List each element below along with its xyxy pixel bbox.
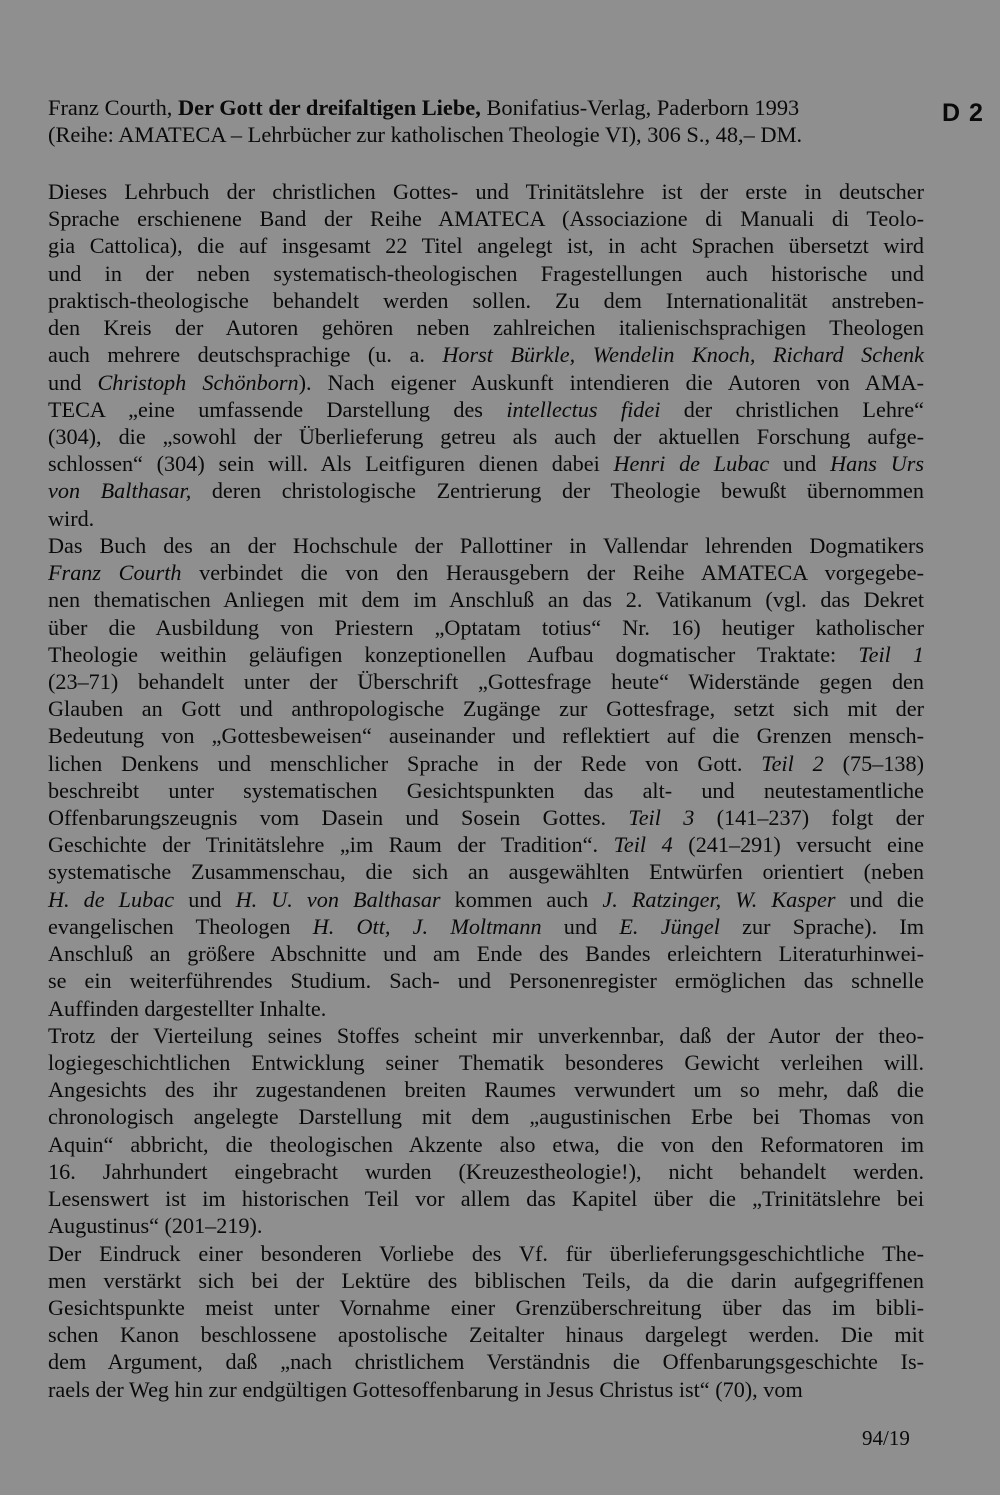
- text-line: Das Buch des an der Hochschule der Pallottiner in Vallendar lehrenden Dogmatikers: [48, 532, 924, 558]
- publisher-info: Bonifatius-Verlag, Paderborn 1993: [486, 95, 800, 120]
- text-line: schlossen“ (304) sein will. Als Leitfiguren dienen dabei Henri de Lubac und Hans Urs: [48, 451, 925, 477]
- text-line: Theologie weithin geläufigen konzeptionellen Aufbau dogmatischer Traktate: Teil 1: [48, 641, 924, 667]
- text-line: wird.: [48, 505, 95, 531]
- text-line: evangelischen Theologen H. Ott, J. Moltmann und E. Jüngel zur Sprache). Im: [48, 913, 925, 939]
- text-line: Anschluß an größere Abschnitte und am Ende des Bandes erleichtern Literaturhinwei-: [48, 941, 924, 967]
- italic-name: Christoph Schönborn: [97, 369, 299, 395]
- italic-name: von Balthasar,: [48, 478, 192, 504]
- text-line: men verstärkt sich bei der Lektüre des biblischen Teils, da die darin aufgegriffenen: [48, 1267, 924, 1293]
- italic-name: J. Ratzinger, W. Kasper: [602, 886, 836, 912]
- text-line: nen thematischen Anliegen mit dem im Anschluß an das 2. Vatikanum (vgl. das Dekret: [48, 587, 924, 613]
- text-line: auch mehrere deutschsprachige (u. a. Horst Bürkle, Wendelin Knoch, Richard Schenk: [48, 342, 924, 368]
- text-line: Geschichte der Trinitätslehre „im Raum der Tradition“. Teil 4 (241–291) versucht eine: [48, 832, 924, 858]
- text-line: Augustinus“ (201–219).: [48, 1213, 263, 1239]
- text-line: (23–71) behandelt unter der Überschrift „Gottesfrage heute“ Widerstände gegen den: [48, 668, 924, 694]
- text-line: (304), die „sowohl der Überlieferung getreu als auch der aktuellen Forschung aufge-: [48, 423, 924, 449]
- text-line: und in der neben systematisch-theologischen Fragestellungen auch historische und: [48, 260, 924, 286]
- text-line: Angesichts des ihr zugestandenen breiten Raumes verwundert um so mehr, daß die: [48, 1077, 924, 1103]
- text-line: und Christoph Schönborn). Nach eigener Auskunft intendieren die Autoren von AMA-: [48, 369, 924, 395]
- text-line: Offenbarungszeugnis vom Dasein und Sosein Gottes. Teil 3 (141–237) folgt der: [48, 805, 924, 831]
- author-name: Franz Courth,: [48, 95, 173, 120]
- italic-name: Teil 4: [613, 832, 673, 858]
- text-line: Dieses Lehrbuch der christlichen Gottes- und Trinitätslehre ist der erste in deutscher: [48, 179, 924, 204]
- italic-name: E. Jüngel: [619, 913, 720, 939]
- italic-name: Teil 1: [858, 641, 924, 667]
- text-line: schen Kanon beschlossene apostolische Zeitalter hinaus dargelegt werden. Die mit: [48, 1322, 924, 1348]
- text-line: von Balthasar, deren christologische Zentrierung der Theologie bewußt übernommen: [48, 478, 924, 504]
- text-line: 16. Jahrhundert eingebracht wurden (Kreuzestheologie!), nicht behandelt werden.: [48, 1158, 924, 1184]
- text-line: Trotz der Vierteilung seines Stoffes scheint mir unverkennbar, daß der Autor der theo-: [48, 1022, 924, 1048]
- page-number: 94/19: [862, 1426, 910, 1450]
- review-body: [48, 178, 924, 1403]
- italic-name: H. Ott, J. Moltmann: [312, 913, 542, 939]
- italic-name: Franz Courth: [48, 560, 182, 586]
- text-line: beschreibt unter systematischen Gesichtspunkten das alt- und neutestamentliche: [48, 777, 924, 803]
- text-line: logiegeschichtlichen Entwicklung seiner Thematik besonderes Gewicht verleihen will.: [48, 1050, 924, 1075]
- text-line: Gesichtspunkte meist unter Vornahme einer Grenzüberschreitung über das im bibli-: [48, 1294, 924, 1320]
- italic-name: H. U. von Balthasar: [235, 886, 441, 912]
- text-line: chronologisch angelegte Darstellung mit dem „augustinischen Erbe bei Thomas von: [48, 1104, 924, 1130]
- text-line: dem Argument, daß „nach christlichem Verständnis die Offenbarungsgeschichte Is-: [48, 1349, 924, 1375]
- italic-name: H. de Lubac: [48, 886, 175, 912]
- text-line: lichen Denkens und menschlicher Sprache in der Rede von Gott. Teil 2 (75–138): [48, 750, 924, 776]
- bibliographic-header: [48, 94, 928, 148]
- text-line: Franz Courth verbindet die von den Herausgebern der Reihe AMATECA vorgegebe-: [48, 560, 924, 586]
- text-line: Lesenswert ist im historischen Teil vor allem das Kapitel über die „Trinitätslehre bei: [48, 1186, 924, 1212]
- series-info: (Reihe: AMATECA – Lehrbücher zur katholischen Theologie VI), 306 S., 48,– DM.: [48, 122, 803, 147]
- text-line: Glauben an Gott und anthropologische Zugänge zur Gottesfrage, setzt sich mit der: [48, 696, 924, 722]
- section-code: D 2: [942, 99, 984, 127]
- text-line: systematische Zusammenschau, die sich an ausgewählten Entwürfen orientiert (neben: [48, 859, 924, 885]
- text-line: Sprache erschienene Band der Reihe AMATECA (Associazione di Manuali di Teolo-: [48, 206, 924, 232]
- text-line: raels der Weg hin zur endgültigen Gottesoffenbarung in Jesus Christus ist“ (70), vom: [48, 1376, 803, 1402]
- italic-name: Teil 3: [628, 805, 695, 831]
- text-line: Aquin“ abbricht, die theologischen Akzente also etwa, die von den Reformatoren im: [48, 1131, 924, 1157]
- text-line: H. de Lubac und H. U. von Balthasar kommen auch J. Ratzinger, W. Kasper und die: [48, 886, 925, 912]
- text-line: über die Ausbildung von Priestern „Optatam totius“ Nr. 16) heutiger katholischer: [48, 614, 924, 640]
- text-line: praktisch-theologische behandelt werden sollen. Zu dem Internationalität anstreben-: [48, 287, 924, 313]
- text-line: Auffinden dargestellter Inhalte.: [48, 995, 327, 1021]
- book-title: Der Gott der dreifaltigen Liebe,: [177, 95, 481, 120]
- italic-name: Teil 2: [761, 750, 824, 776]
- italic-name: Henri de Lubac: [613, 451, 770, 477]
- italic-name: Hans Urs: [830, 451, 925, 477]
- text-line: den Kreis der Autoren gehören neben zahlreichen italienischsprachigen Theologen: [48, 315, 924, 341]
- header-line-1: [48, 94, 928, 121]
- text-line: Bedeutung von „Gottesbeweisen“ auseinander und reflektiert auf die Grenzen mensch-: [48, 723, 924, 749]
- italic-name: Horst Bürkle, Wendelin Knoch, Richard Schenk: [442, 342, 924, 368]
- text-line: gia Cattolica), die auf insgesamt 22 Titel angelegt ist, in acht Sprachen übersetzt wird: [48, 233, 924, 259]
- text-line: se ein weiterführendes Studium. Sach- und Personenregister ermöglichen das schnelle: [48, 968, 924, 994]
- italic-name: intellectus fidei: [506, 396, 661, 422]
- text-line: Der Eindruck einer besonderen Vorliebe des Vf. für überlieferungsgeschichtliche The-: [48, 1240, 924, 1266]
- text-line: TECA „eine umfassende Darstellung des intellectus fidei der christlichen Lehre“: [48, 396, 924, 422]
